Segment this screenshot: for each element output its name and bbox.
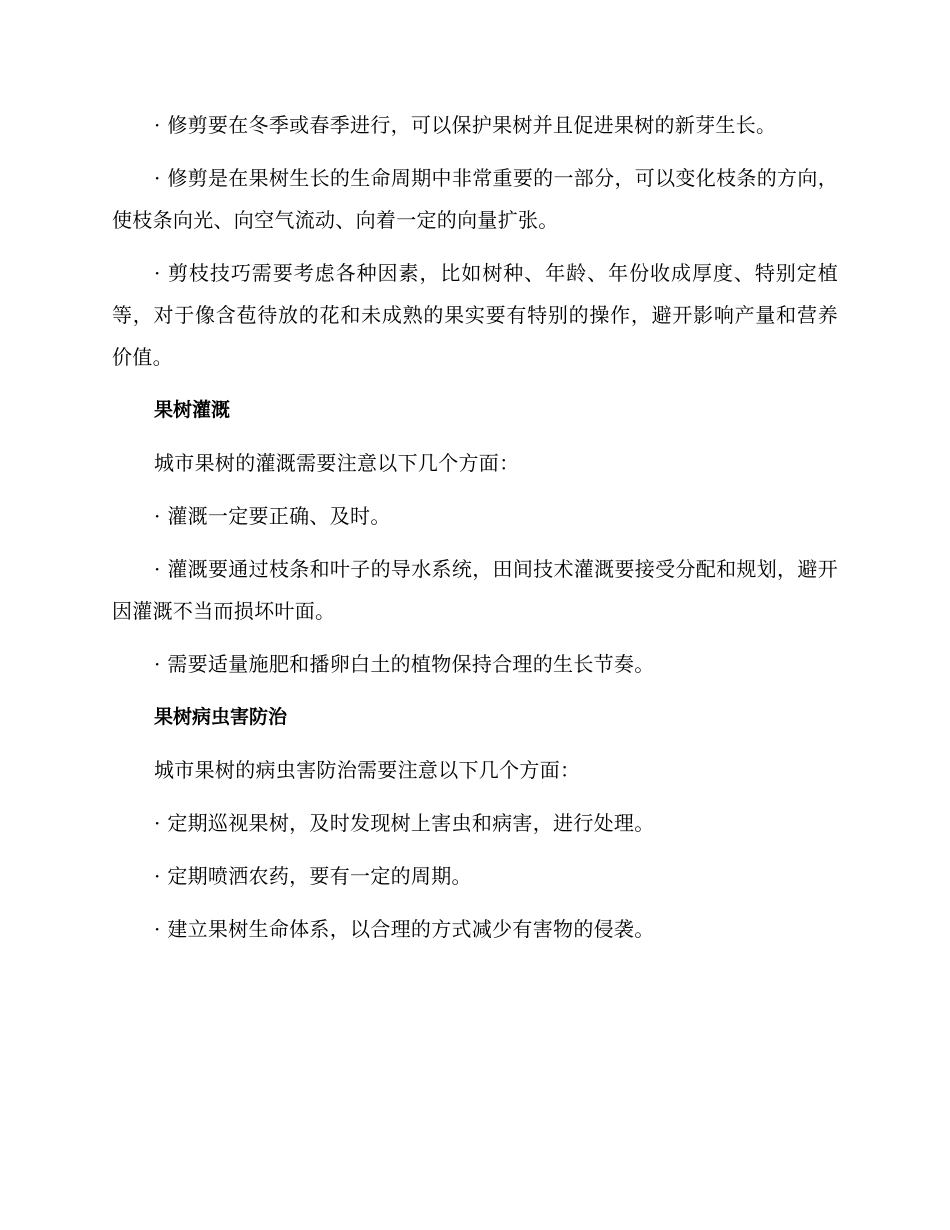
paragraph-pest-system: · 建立果树生命体系，以合理的方式减少有害物的侵袭。 [154,917,655,941]
heading-pest-control: 果树病虫害防治 [154,706,288,728]
document-page [112,104,838,961]
paragraph-irrigation-intro: 城市果树的灌溉需要注意以下几个方面： [154,451,520,475]
paragraph-irrigation-timely: · 灌溉一定要正确、及时。 [154,504,391,528]
paragraph-irrigation-fertilize: · 需要适量施肥和播卵白土的植物保持合理的生长节奏。 [154,652,655,676]
paragraph-pest-intro: 城市果树的病虫害防治需要注意以下几个方面： [154,758,581,782]
paragraph-pruning-season: · 修剪要在冬季或春季进行，可以保护果树并且促进果树的新芽生长。 [154,113,777,137]
paragraph-pest-inspection: · 定期巡视果树，及时发现树上害虫和病害，进行处理。 [154,811,655,835]
paragraph-pruning-importance: · 修剪是在果树生长的生命周期中非常重要的一部分，可以变化枝条的方向，使枝条向光、向空气流动、向着一定的向量扩张。 [112,166,838,232]
paragraph-pest-spraying: · 定期喷洒农药，要有一定的周期。 [154,864,472,888]
heading-irrigation: 果树灌溉 [154,399,231,421]
paragraph-irrigation-system: · 灌溉要通过枝条和叶子的导水系统，田间技术灌溉要接受分配和规划，避开因灌溉不当而损坏叶面。 [112,557,838,623]
paragraph-pruning-technique: · 剪枝技巧需要考虑各种因素，比如树种、年龄、年份收成厚度、特别定植等，对于像含苞待放的花和未成熟的果实要有特别的操作，避开影响产量和营养价值。 [112,261,838,369]
